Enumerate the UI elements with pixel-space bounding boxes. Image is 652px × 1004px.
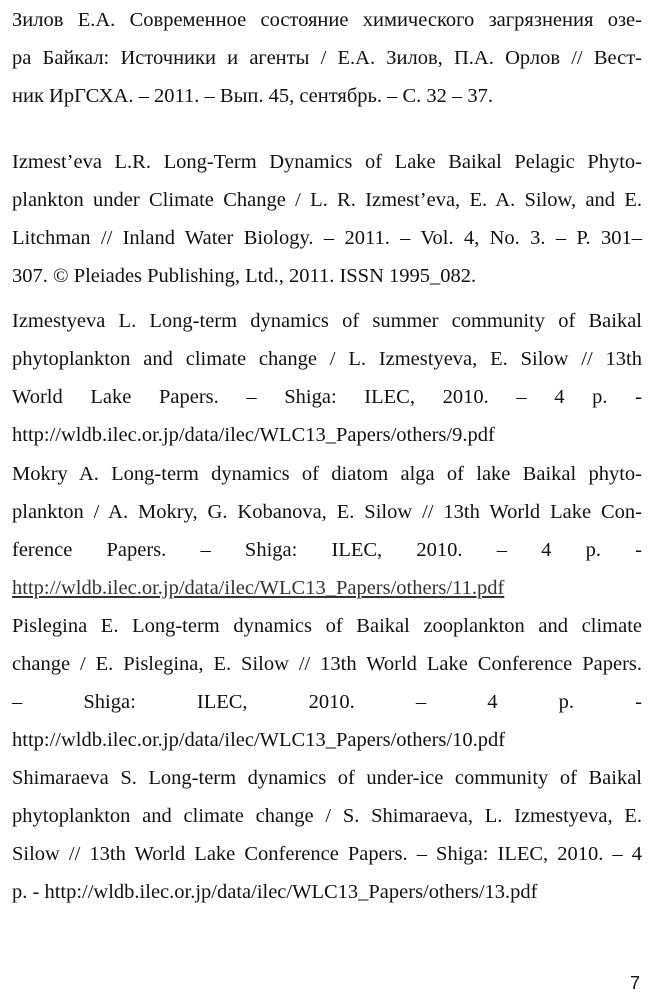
- reference-1-line-1: Зилов Е.А. Современное состояние химического загрязнения озе-: [12, 9, 642, 31]
- reference-2-line-2: plankton under Climate Change / L. R. Izmest’eva, E. A. Silow, and E.: [12, 189, 642, 211]
- reference-1-line-3: ник ИрГСХА. – 2011. – Вып. 45, сентябрь. – С. 32 – 37.: [12, 85, 494, 107]
- reference-2-line-4: 307. © Pleiades Publishing, Ltd., 2011. ISSN 1995_082.: [12, 265, 477, 287]
- reference-4-line-2: plankton / A. Mokry, G. Kobanova, E. Silow // 13th World Lake Con-: [12, 501, 642, 523]
- page-number: 7: [629, 973, 640, 993]
- reference-3-line-1: Izmestyeva L. Long-term dynamics of summer community of Baikal: [12, 310, 642, 332]
- reference-5-line-2: change / E. Pislegina, E. Silow // 13th World Lake Conference Papers.: [12, 653, 642, 675]
- reference-5-link[interactable]: http://wldb.ilec.or.jp/data/ilec/WLC13_Papers/others/10.pdf: [12, 729, 506, 751]
- reference-3-line-2: phytoplankton and climate change / L. Izmestyeva, E. Silow // 13th: [12, 348, 642, 370]
- reference-6-line-4: p. - http://wldb.ilec.or.jp/data/ilec/WLC13_Papers/others/13.pdf: [12, 881, 538, 903]
- reference-2-line-3: Litchman // Inland Water Biology. – 2011. – Vol. 4, No. 3. – P. 301–: [12, 227, 642, 249]
- reference-6-line-1: Shimaraeva S. Long-term dynamics of under-ice community of Baikal: [12, 767, 642, 789]
- reference-2-line-1: Izmest’eva L.R. Long-Term Dynamics of Lake Baikal Pelagic Phyto-: [12, 151, 642, 173]
- reference-4-line-1: Mokry A. Long-term dynamics of diatom alga of lake Baikal phyto-: [12, 463, 642, 485]
- reference-3-line-3: World Lake Papers. – Shiga: ILEC, 2010. – 4 p. -: [12, 386, 642, 408]
- reference-3-link[interactable]: http://wldb.ilec.or.jp/data/ilec/WLC13_Papers/others/9.pdf: [12, 424, 495, 446]
- reference-5-line-3: – Shiga: ILEC, 2010. – 4 p. -: [12, 691, 642, 713]
- reference-6-line-3: Silow // 13th World Lake Conference Papers. – Shiga: ILEC, 2010. – 4: [12, 843, 642, 865]
- reference-4-line-3: ference Papers. – Shiga: ILEC, 2010. – 4 p. -: [12, 539, 642, 561]
- reference-6-line-2: phytoplankton and climate change / S. Shimaraeva, L. Izmestyeva, E.: [12, 805, 642, 827]
- reference-5-line-1: Pislegina E. Long-term dynamics of Baikal zooplankton and climate: [12, 615, 642, 637]
- reference-1-line-2: ра Байкал: Источники и агенты / Е.А. Зилов, П.А. Орлов // Вест-: [12, 47, 642, 69]
- reference-4-link[interactable]: http://wldb.ilec.or.jp/data/ilec/WLC13_Papers/others/11.pdf: [12, 577, 505, 599]
